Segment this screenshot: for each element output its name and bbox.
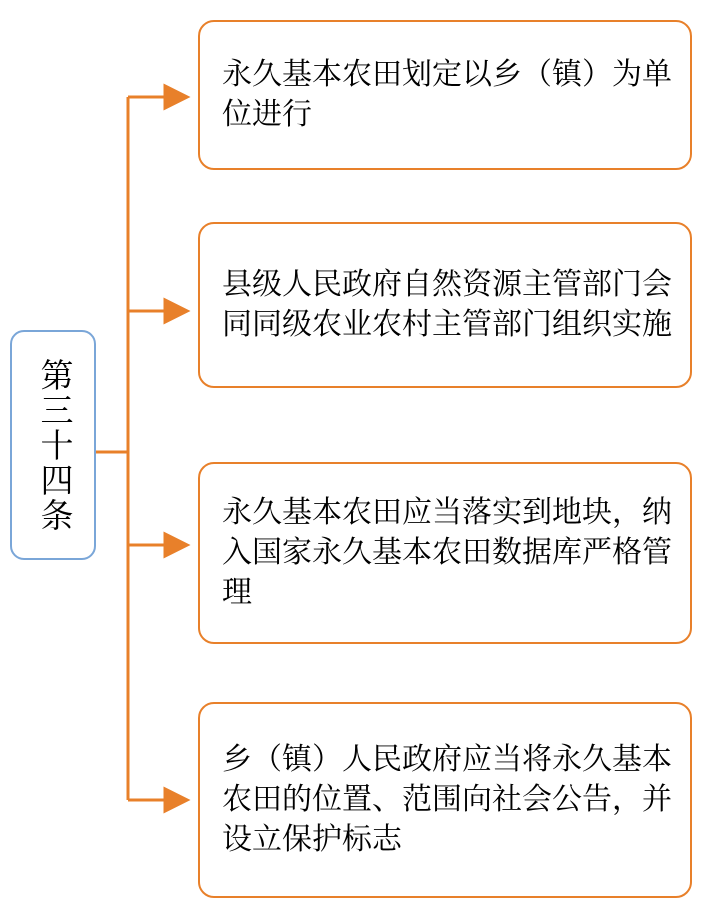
branch-node-3-label: 永久基本农田应当落实到地块，纳入国家永久基本农田数据库严格管理 bbox=[222, 496, 672, 609]
branch-node-3[interactable] bbox=[198, 462, 692, 644]
root-node-label: 第三十四条 bbox=[35, 357, 72, 533]
root-node[interactable] bbox=[10, 330, 96, 560]
branch-node-4[interactable] bbox=[198, 702, 692, 898]
branch-node-2[interactable] bbox=[198, 222, 692, 388]
branch-node-2-label: 县级人民政府自然资源主管部门会同同级农业农村主管部门组织实施 bbox=[222, 268, 672, 341]
branch-node-1-label: 永久基本农田划定以乡（镇）为单位进行 bbox=[222, 58, 672, 131]
branch-node-4-label: 乡（镇）人民政府应当将永久基本农田的位置、范围向社会公告，并设立保护标志 bbox=[222, 743, 672, 856]
branch-node-1[interactable] bbox=[198, 20, 692, 170]
